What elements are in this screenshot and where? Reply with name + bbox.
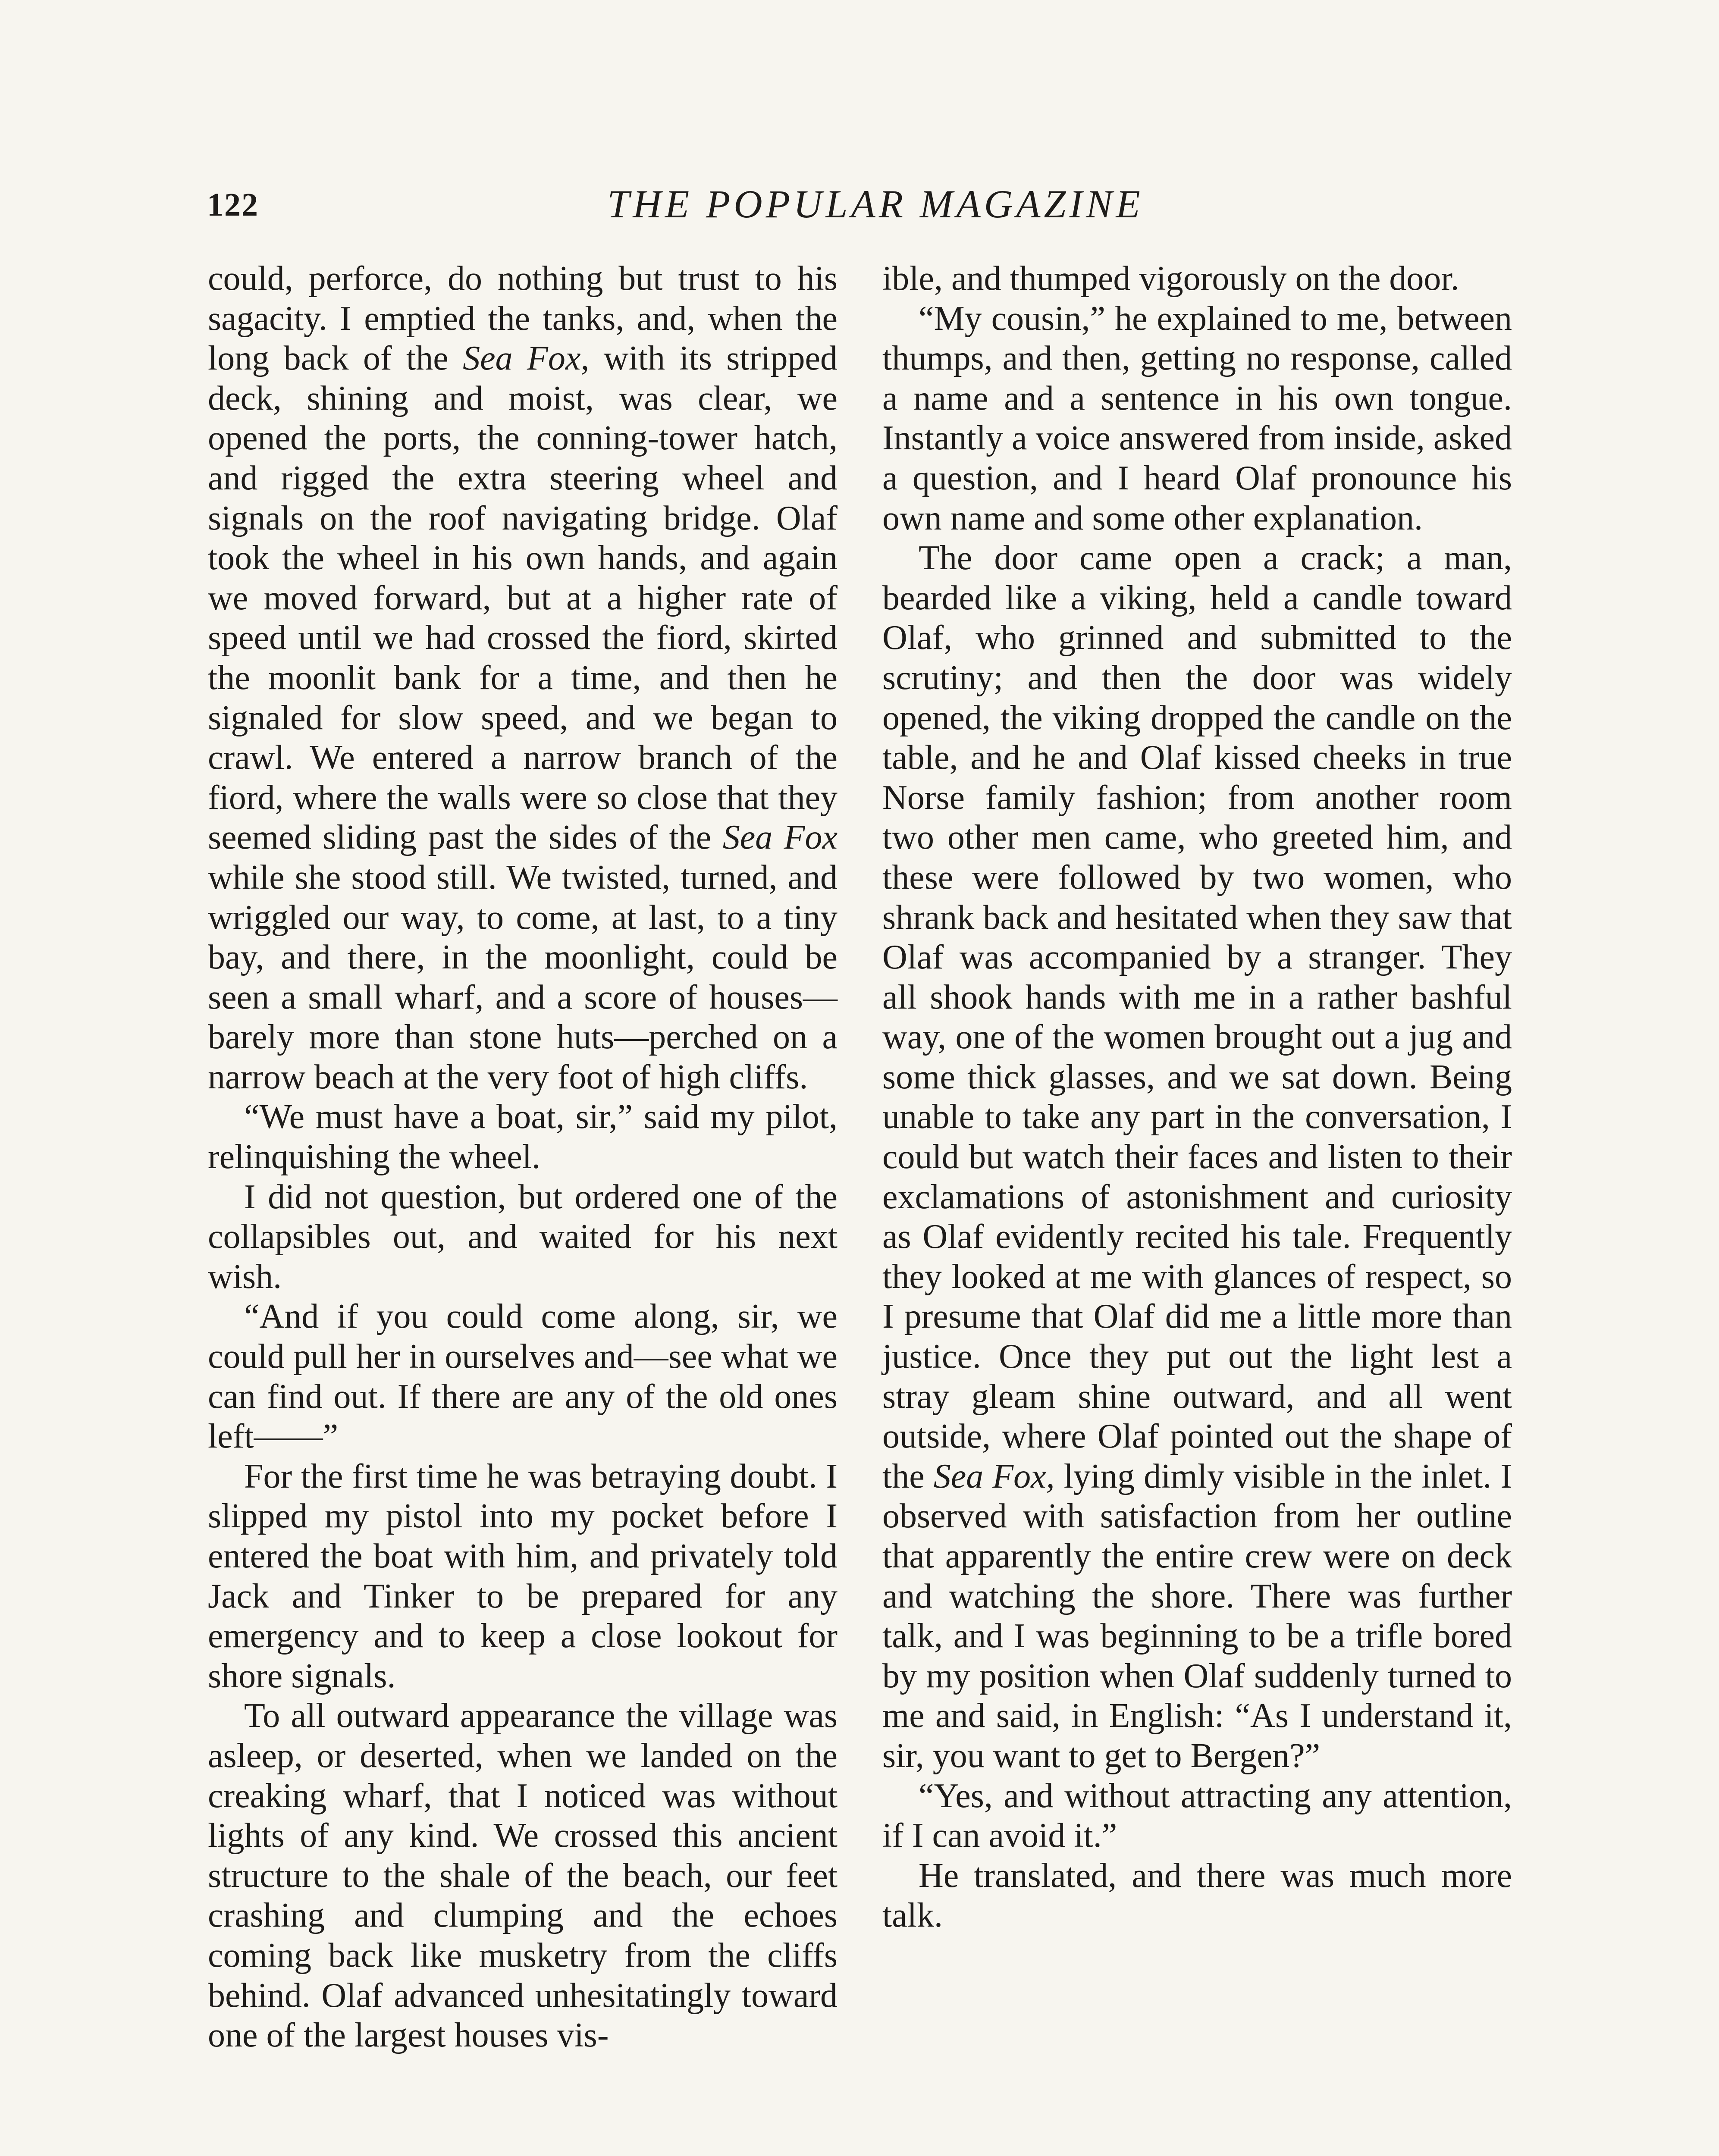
paragraph: For the first time he was betraying doubt. I slipped my pistol into my pocket before I entered the boat with him, and privately told Jack and Tinker to be prepared for any emergency and to keep a close lookout for shore signals. <box>208 1457 838 1695</box>
running-title: THE POPULAR MAGAZINE <box>607 182 1144 226</box>
paragraph: ible, and thumped vigorously on the door. <box>882 260 1459 298</box>
paragraph: could, perforce, do nothing but trust to his sagacity. I emptied the tanks, and, when the long back of the Sea Fox, with its stripped deck, shining and moist, was clear, we opened the ports, the conning-tower hatch, and rigged the extra steering wheel and signals on the roof navigating bridge. Olaf took the wheel in his own hands, and again we moved forward, but at a higher rate of speed until we had crossed the fiord, skirted the moonlit bank for a time, and then he signaled for slow speed, and we began to crawl. We entered a narrow branch of the fiord, where the walls were so close that they seemed sliding past the sides of the Sea Fox while she stood still. We twisted, turned, and wriggled our way, to come, at last, to a tiny bay, and there, in the moonlight, could be seen a small wharf, and a score of houses—barely more than stone huts—perched on a narrow beach at the very foot of high cliffs. <box>208 260 838 1096</box>
paragraph: “We must have a boat, sir,” said my pilot, relinquishing the wheel. <box>208 1098 838 1176</box>
paragraph: “My cousin,” he explained to me, between thumps, and then, getting no response, called a name and a sentence in his own tongue. Instantly a voice answered from inside, asked a question, and I heard Olaf pronounce his own name and some other explanation. <box>882 299 1512 537</box>
ship-name: Sea Fox, <box>463 339 590 378</box>
right-column <box>882 259 1512 1936</box>
ship-name: Sea Fox <box>722 818 838 857</box>
ship-name: Sea Fox, <box>933 1457 1055 1495</box>
paragraph: The door came open a crack; a man, bearded like a viking, held a candle toward Olaf, who grinned and submitted to the scrutiny; and then the door was widely opened, the viking dropped the candle on the table, and he and Olaf kissed cheeks in true Norse family fashion; from another room two other men came, who greeted him, and these were followed by two women, who shrank back and hesitated when they saw that Olaf was accompanied by a stranger. They all shook hands with me in a rather bashful way, one of the women brought out a jug and some thick glasses, and we sat down. Being unable to take any part in the conversation, I could but watch their faces and listen to their exclamations of astonishment and curiosity as Olaf evidently recited his tale. Frequently they looked at me with glances of respect, so I presume that Olaf did me a little more than justice. Once they put out the light lest a stray gleam shine outward, and all went outside, where Olaf pointed out the shape of the Sea Fox, lying dimly visible in the inlet. I observed with satisfaction from her outline that apparently the entire crew were on deck and watching the shore. There was further talk, and I was beginning to be a trifle bored by my position when Olaf suddenly turned to me and said, in English: “As I understand it, sir, you want to get to Bergen?” <box>882 539 1512 1775</box>
paragraph: He translated, and there was much more talk. <box>882 1856 1512 1935</box>
paragraph: “And if you could come along, sir, we could pull her in ourselves and—see what we can find out. If there are any of the old ones left——” <box>208 1297 838 1456</box>
paragraph: To all outward appearance the village was asleep, or deserted, when we landed on the creaking wharf, that I noticed was without lights of any kind. We crossed this ancient structure to the shale of the beach, our feet crashing and clumping and the echoes coming back like musketry from the cliffs behind. Olaf advanced unhesitatingly toward one of the largest houses vis- <box>208 1697 838 2055</box>
left-column <box>208 259 838 2056</box>
paragraph: “Yes, and without attracting any attention, if I can avoid it.” <box>882 1777 1512 1855</box>
page-number: 122 <box>207 187 259 223</box>
paragraph: I did not question, but ordered one of the collapsibles out, and waited for his next wish. <box>208 1178 838 1296</box>
